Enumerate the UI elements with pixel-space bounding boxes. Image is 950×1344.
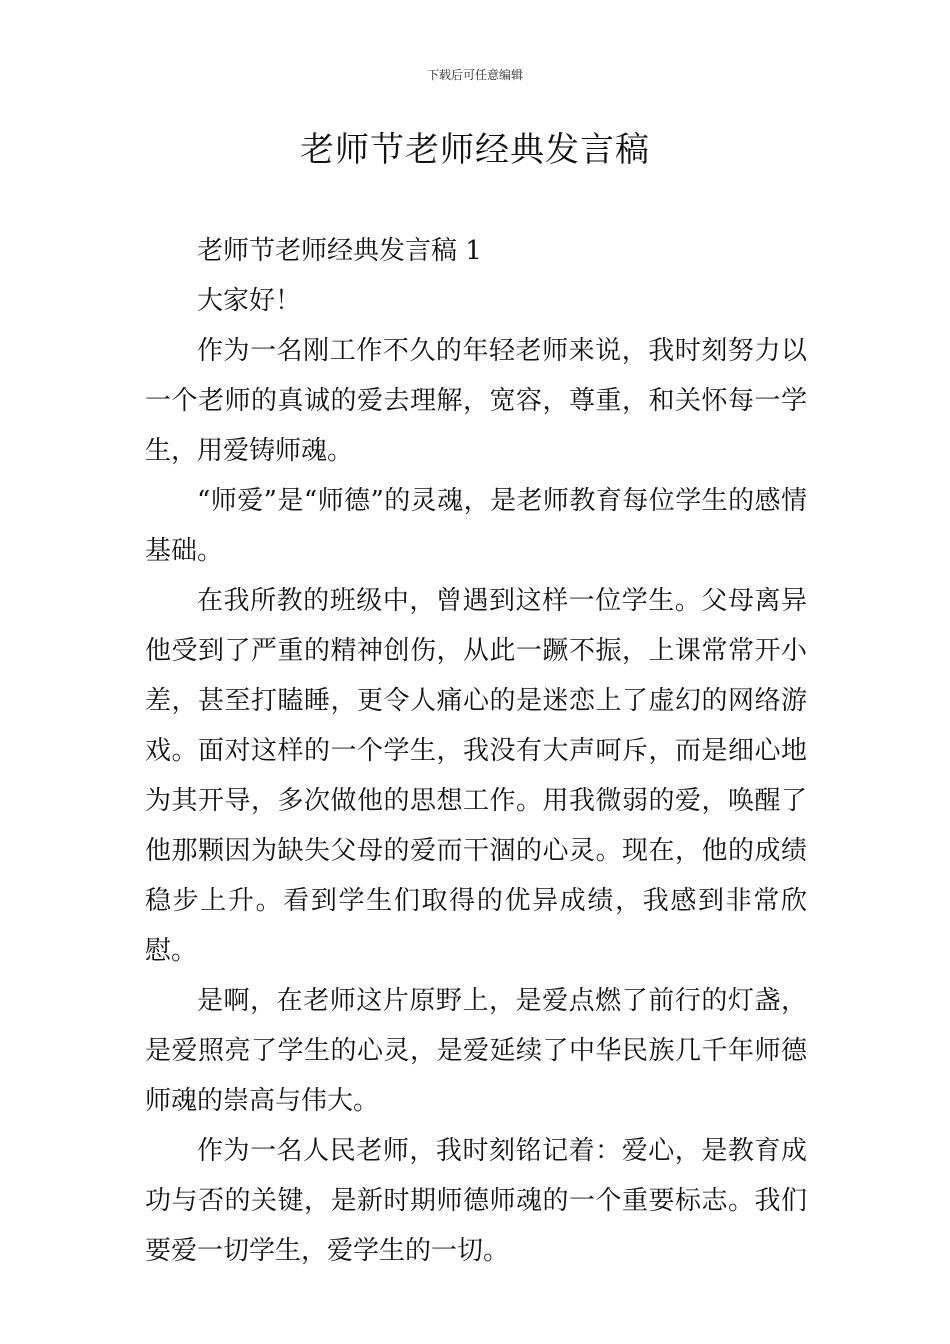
document-body	[145, 226, 807, 1276]
document-title: 老师节老师经典发言稿	[300, 130, 650, 170]
paragraph: 作为一名刚工作不久的年轻老师来说，我时刻努力以一个老师的真诚的爱去理解，宽容，尊重，和关怀每一学生，用爱铸师魂。	[145, 336, 807, 466]
paragraph: “师爱”是“师德”的灵魂，是老师教育每位学生的感情基础。	[145, 486, 807, 566]
paragraph-heading: 老师节老师经典发言稿 1	[197, 236, 482, 266]
paragraph-greeting: 大家好！	[197, 286, 302, 316]
paragraph: 是啊，在老师这片原野上，是爱点燃了前行的灯盏，是爱照亮了学生的心灵，是爱延续了中华民族几千年师德师魂的崇高与伟大。	[145, 986, 807, 1116]
header-note: 下载后可任意编辑	[426, 68, 523, 82]
paragraph: 作为一名人民老师，我时刻铭记着：爱心，是教育成功与否的关键，是新时期师德师魂的一个重要标志。我们要爱一切学生，爱学生的一切。	[145, 1136, 807, 1266]
paragraph: 在我所教的班级中，曾遇到这样一位学生。父母离异他受到了严重的精神创伤，从此一蹶不振，上课常常开小差，甚至打瞌睡，更令人痛心的是迷恋上了虚幻的网络游戏。面对这样的一个学生，我没有大声呵斥，而是细心地为其开导，多次做他的思想工作。用我微弱的爱，唤醒了他那颗因为缺失父母的爱而干涸的心灵。现在，他的成绩稳步上升。看到学生们取得的优异成绩，我感到非常欣慰。	[145, 586, 807, 966]
